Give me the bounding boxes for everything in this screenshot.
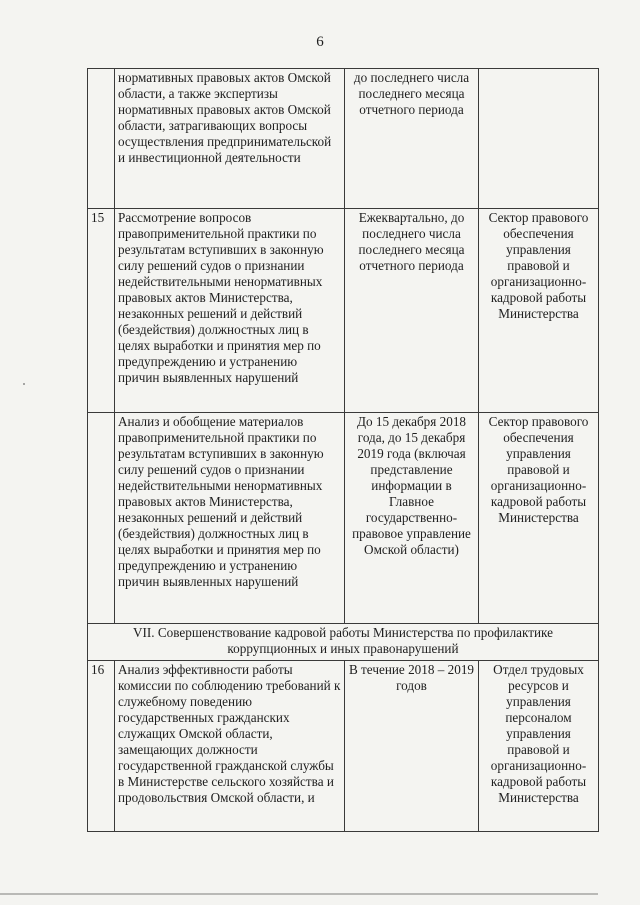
row-number — [88, 413, 115, 624]
measure-responsible: Сектор правового обеспечения управления правовой и организационно-кадровой работы Министерства — [479, 209, 599, 413]
measure-deadline: До 15 декабря 2018 года, до 15 декабря 2019 года (включая представление информации в Главное государственно-правовое управление Омской области) — [345, 413, 479, 624]
measure-deadline: до последнего числа последнего месяца отчетного периода — [345, 69, 479, 209]
measure-responsible: Сектор правового обеспечения управления правовой и организационно-кадровой работы Министерства — [479, 413, 599, 624]
section-header-row — [88, 624, 599, 661]
scan-speck — [23, 383, 25, 385]
measure-description: нормативных правовых актов Омской области, а также экспертизы нормативных правовых актов Омской области, затрагивающих вопросы осуществления предпринимательской и инвестиционной деятельности — [115, 69, 345, 209]
row-number: 15 — [88, 209, 115, 413]
row-number — [88, 69, 115, 209]
table-row — [88, 209, 599, 413]
section-title: VII. Совершенствование кадровой работы Министерства по профилактике коррупционных и иных правонарушений — [88, 624, 599, 661]
table-row — [88, 69, 599, 209]
scan-edge-line — [0, 893, 598, 895]
measure-deadline: Ежеквартально, до последнего числа последнего месяца отчетного периода — [345, 209, 479, 413]
table-row — [88, 661, 599, 832]
measure-deadline: В течение 2018 – 2019 годов — [345, 661, 479, 832]
measure-description: Анализ и обобщение материалов правоприменительной практики по результатам вступивших в законную силу решений судов о признании недействительными ненормативных правовых актов Министерства, незаконных решений и действий (бездействия) должностных лиц в целях выработки и принятия мер по предупреждению и устранению причин выявленных нарушений — [115, 413, 345, 624]
row-number: 16 — [88, 661, 115, 832]
measure-responsible: Отдел трудовых ресурсов и управления персоналом управления правовой и организационно-кадровой работы Министерства — [479, 661, 599, 832]
measures-table — [87, 68, 599, 832]
measure-description: Анализ эффективности работы комиссии по соблюдению требований к служебному поведению государственных гражданских служащих Омской области, замещающих должности государственной гражданской службы в Министерстве сельского хозяйства и продовольствия Омской области, и — [115, 661, 345, 832]
measure-description: Рассмотрение вопросов правоприменительной практики по результатам вступивших в законную силу решений судов о признании недействительными ненормативных правовых актов Министерства, незаконных решений и действий (бездействия) должностных лиц в целях выработки и принятия мер по предупреждению и устранению причин выявленных нарушений — [115, 209, 345, 413]
table-row — [88, 413, 599, 624]
page-number: 6 — [316, 34, 324, 50]
measure-responsible — [479, 69, 599, 209]
